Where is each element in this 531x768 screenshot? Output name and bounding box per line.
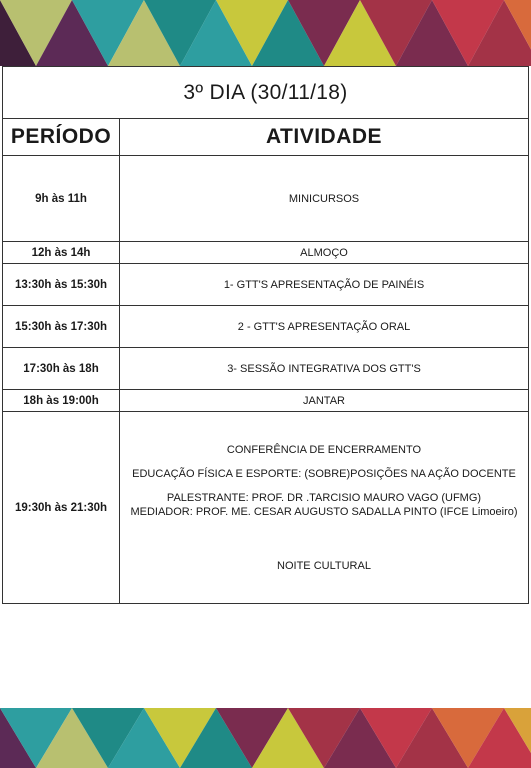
row-activity-block bbox=[120, 412, 529, 604]
row-time: 12h às 14h bbox=[3, 242, 120, 264]
row-activity: 2 - GTT'S APRESENTAÇÃO ORAL bbox=[120, 306, 529, 348]
day-title-row bbox=[3, 67, 529, 119]
table-row bbox=[3, 242, 529, 264]
header-row bbox=[3, 119, 529, 156]
row-time: 19:30h às 21:30h bbox=[3, 412, 120, 604]
period-header: PERÍODO bbox=[3, 119, 120, 156]
bottom-bunting-banner bbox=[0, 708, 531, 768]
row-activity: 3- SESSÃO INTEGRATIVA DOS GTT'S bbox=[120, 348, 529, 390]
table-row bbox=[3, 156, 529, 242]
row-activity: ALMOÇO bbox=[120, 242, 529, 264]
table-row bbox=[3, 412, 529, 604]
top-bunting-graphic bbox=[0, 0, 531, 66]
table-row bbox=[3, 306, 529, 348]
row-activity: JANTAR bbox=[120, 390, 529, 412]
bottom-bunting-graphic bbox=[0, 708, 531, 768]
cultural-night-line: NOITE CULTURAL bbox=[277, 559, 371, 572]
day-title: 3º DIA (30/11/18) bbox=[3, 67, 529, 119]
row-time: 13:30h às 15:30h bbox=[3, 264, 120, 306]
mediator-line: MEDIADOR: PROF. ME. CESAR AUGUSTO SADALLA PINTO (IFCE Limoeiro) bbox=[130, 505, 518, 518]
table-row bbox=[3, 348, 529, 390]
row-time: 18h às 19:00h bbox=[3, 390, 120, 412]
row-activity: MINICURSOS bbox=[120, 156, 529, 242]
closing-conference-line: CONFERÊNCIA DE ENCERRAMENTO bbox=[226, 443, 422, 456]
row-activity: 1- GTT'S APRESENTAÇÃO DE PAINÉIS bbox=[120, 264, 529, 306]
table-row bbox=[3, 390, 529, 412]
row-time: 15:30h às 17:30h bbox=[3, 306, 120, 348]
table-row bbox=[3, 264, 529, 306]
row-time: 9h às 11h bbox=[3, 156, 120, 242]
activity-header: ATIVIDADE bbox=[120, 119, 529, 156]
row-time: 17:30h às 18h bbox=[3, 348, 120, 390]
top-bunting-banner bbox=[0, 0, 531, 66]
speaker-line: PALESTRANTE: PROF. DR .TARCISIO MAURO VAGO (UFMG) bbox=[166, 491, 482, 504]
conference-theme-line: EDUCAÇÃO FÍSICA E ESPORTE: (SOBRE)POSIÇÕES NA AÇÃO DOCENTE bbox=[132, 467, 516, 480]
schedule-table bbox=[2, 66, 529, 604]
